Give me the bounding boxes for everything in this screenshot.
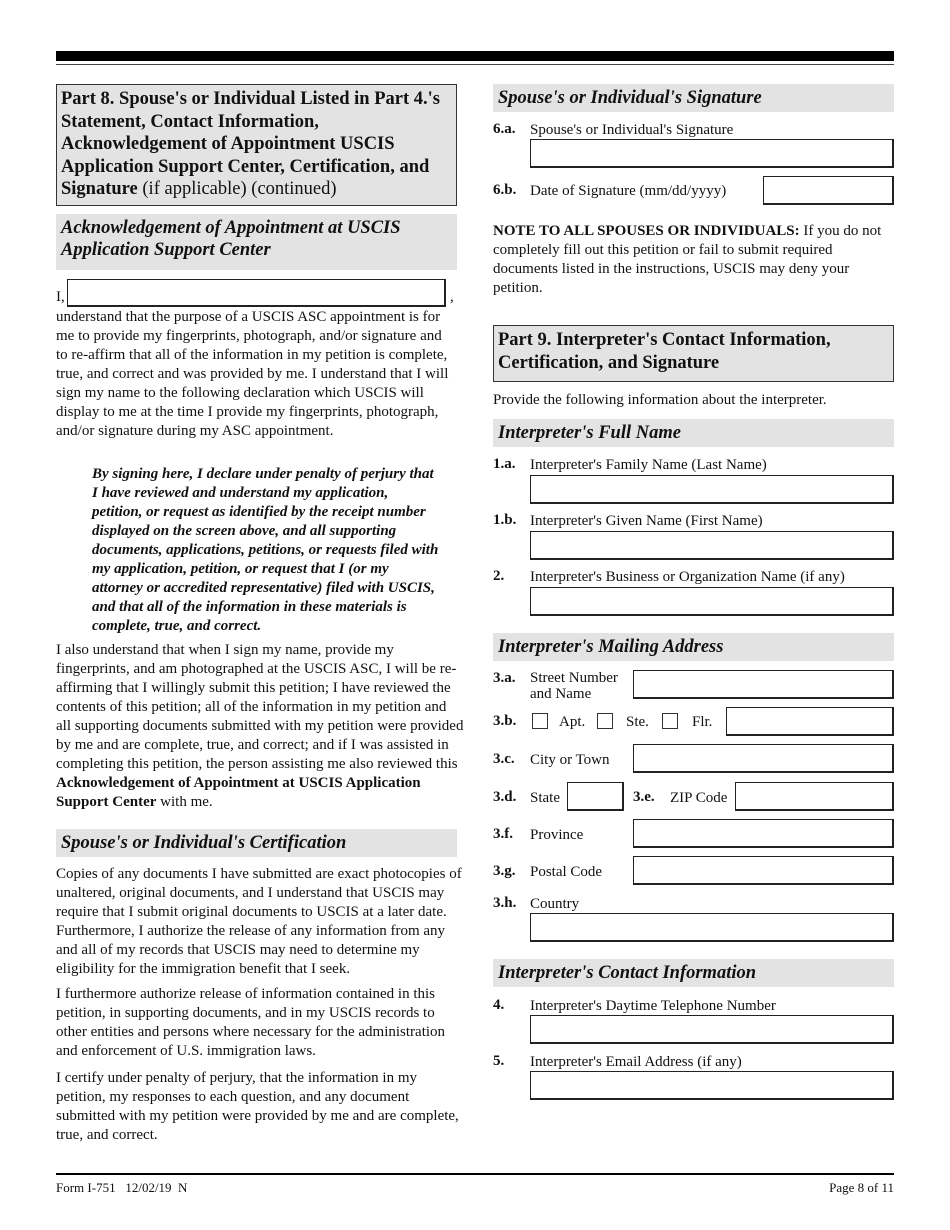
cert-section-header: [56, 829, 457, 857]
flr-checkbox[interactable]: [662, 713, 678, 729]
telephone-input[interactable]: [530, 1015, 894, 1044]
also-understand-bold: Acknowledgement of Appointment at USCIS Application Support Center: [56, 775, 421, 810]
q2-label: Interpreter's Business or Organization Name (if any): [530, 569, 845, 585]
q3g-number: 3.g.: [493, 863, 516, 879]
interpreter-family-name-input[interactable]: [530, 475, 894, 504]
part8-title-bold: Part 8. Spouse's or Individual Listed in Part 4.'s Statement, Contact Information, Acknowledgement of Appointment USCIS Application Support Center, Certification, and: [61, 89, 440, 177]
top-thin-rule: [56, 64, 894, 65]
signature-section-title: Spouse's or Individual's Signature: [498, 88, 762, 108]
interpreter-given-name-input[interactable]: [530, 531, 894, 560]
footer-rule: [56, 1173, 894, 1175]
note-paragraph: [493, 222, 893, 298]
q6a-number: 6.a.: [493, 121, 516, 137]
province-input[interactable]: [633, 819, 894, 848]
q6b-label: Date of Signature (mm/dd/yyyy): [530, 183, 727, 199]
q3c-label: City or Town: [530, 752, 610, 768]
ack-name-prefix: I,: [56, 289, 65, 305]
ack-name-suffix: ,: [450, 289, 454, 305]
ste-label: Ste.: [626, 714, 649, 730]
contact-section-header: [493, 959, 894, 987]
note-text: If you do not completely fill out this petition or fail to submit required documents listed in the instructions, USCIS may deny your petition.: [493, 223, 882, 296]
spouse-signature-input[interactable]: [530, 139, 894, 168]
unit-number-input[interactable]: [726, 707, 894, 736]
q5-number: 5.: [493, 1053, 505, 1069]
q4-label: Interpreter's Daytime Telephone Number: [530, 998, 776, 1014]
country-input[interactable]: [530, 913, 894, 942]
apt-label: Apt.: [559, 714, 586, 730]
q2-number: 2.: [493, 568, 505, 584]
ack-section-title: Acknowledgement of Appointment at USCIS Application Support Center: [61, 218, 401, 260]
mailing-section-title: Interpreter's Mailing Address: [498, 637, 724, 657]
also-understand-text: I also understand that when I sign my name, provide my fingerprints, and am photographed at the USCIS ASC, I will be re-affirming that I willingly submit this petition; I have reviewed the contents of this petition; all of the information in my petition and all supporting documents submitted with my petition were provided by me and are complete, true, and correct; and if I was assisted in completing this petition, the person assisting me also reviewed this: [56, 642, 464, 772]
q6b-number: 6.b.: [493, 182, 517, 198]
q3f-number: 3.f.: [493, 826, 513, 842]
top-thick-rule: [56, 51, 894, 61]
q3d-label: State: [530, 790, 560, 806]
q3c-number: 3.c.: [493, 751, 515, 767]
street-input[interactable]: [633, 670, 894, 699]
q3a-label-line2: and Name: [530, 686, 592, 702]
q3f-label: Province: [530, 827, 584, 843]
form-identifier: Form I-751 12/02/19 N: [56, 1180, 188, 1195]
fullname-section-title: Interpreter's Full Name: [498, 423, 681, 443]
cert-paragraph-3: I certify under penalty of perjury, that the information in my petition, my responses to each question, and any document submitted with my petition were provided by me and are complete, true, and correct.: [56, 1070, 459, 1143]
declaration-text: By signing here, I declare under penalty of perjury that I have reviewed and understand my application, petition, or request as identified by the receipt number displayed on the screen above, and all supporting documents, applications, petitions, or requests filed with my application, petition, or request that I (or my attorney or accredited representative) filed with USCIS, and that all of the information in these materials is complete, true, and correct.: [92, 466, 439, 634]
mailing-section-header: [493, 633, 894, 661]
also-understand-paragraph: [56, 641, 464, 812]
q3b-number: 3.b.: [493, 713, 517, 729]
signature-section-header: [493, 84, 894, 112]
email-input[interactable]: [530, 1071, 894, 1100]
part9-title: Part 9. Interpreter's Contact Information, Certification, and Signature: [498, 330, 831, 373]
q3e-number: 3.e.: [633, 789, 655, 805]
part9-intro: Provide the following information about the interpreter.: [493, 392, 827, 408]
interpreter-organization-input[interactable]: [530, 587, 894, 616]
zip-code-input[interactable]: [735, 782, 894, 811]
part8-title-normal: (if applicable) (continued): [137, 179, 337, 199]
q3h-label: Country: [530, 896, 580, 912]
q3a-label-line1: Street Number: [530, 670, 618, 686]
q3a-number: 3.a.: [493, 670, 516, 686]
q3e-label: ZIP Code: [670, 790, 728, 806]
apt-checkbox[interactable]: [532, 713, 548, 729]
ack-section-header: [56, 214, 457, 270]
q1b-label: Interpreter's Given Name (First Name): [530, 513, 763, 529]
ack-name-input[interactable]: [67, 279, 446, 307]
cert-paragraph-2: I furthermore authorize release of information contained in this petition, in supporting documents, and in my USCIS records to other entities and persons where necessary for the administration and enforcement of U.S. immigration laws.: [56, 986, 446, 1059]
city-input[interactable]: [633, 744, 894, 773]
part9-header: [493, 325, 894, 382]
q3h-number: 3.h.: [493, 895, 517, 911]
part8-title-bold-last: Signature: [61, 179, 138, 199]
q6a-label: Spouse's or Individual's Signature: [530, 122, 734, 138]
q5-label: Interpreter's Email Address (if any): [530, 1054, 742, 1070]
flr-label: Flr.: [692, 714, 713, 730]
q4-number: 4.: [493, 997, 505, 1013]
contact-section-title: Interpreter's Contact Information: [498, 963, 757, 983]
q1a-label: Interpreter's Family Name (Last Name): [530, 457, 767, 473]
page-number: Page 8 of 11: [829, 1180, 894, 1195]
part8-header: [56, 84, 457, 206]
fullname-section-header: [493, 419, 894, 447]
cert-paragraph-1: Copies of any documents I have submitted are exact photocopies of unaltered, original documents, and I understand that USCIS may require that I submit original documents to USCIS at a later date. Furthermore, I authorize the release of any information from any and all of my records that USCIS may need to determine my eligibility for the immigration benefit that I seek.: [56, 866, 462, 977]
q3d-number: 3.d.: [493, 789, 517, 805]
q3a-label: [530, 670, 618, 702]
postal-code-input[interactable]: [633, 856, 894, 885]
ste-checkbox[interactable]: [597, 713, 613, 729]
state-input[interactable]: [567, 782, 624, 811]
ack-paragraph: understand that the purpose of a USCIS ASC appointment is for me to provide my fingerprints, photograph, and/or signature and to re-affirm that all of the information in my petition is complete, true, and correct and was provided by me. I understand that I will sign my name to the following declaration which USCIS will display to me at the time I provide my fingerprints, photograph, and/or signature during my ASC appointment.: [56, 309, 449, 439]
q1a-number: 1.a.: [493, 456, 516, 472]
q1b-number: 1.b.: [493, 512, 517, 528]
note-bold: NOTE TO ALL SPOUSES OR INDIVIDUALS:: [493, 223, 800, 239]
signature-date-input[interactable]: [763, 176, 894, 205]
cert-section-title: Spouse's or Individual's Certification: [61, 833, 347, 853]
also-understand-post: with me.: [156, 794, 213, 810]
q3g-label: Postal Code: [530, 864, 603, 880]
